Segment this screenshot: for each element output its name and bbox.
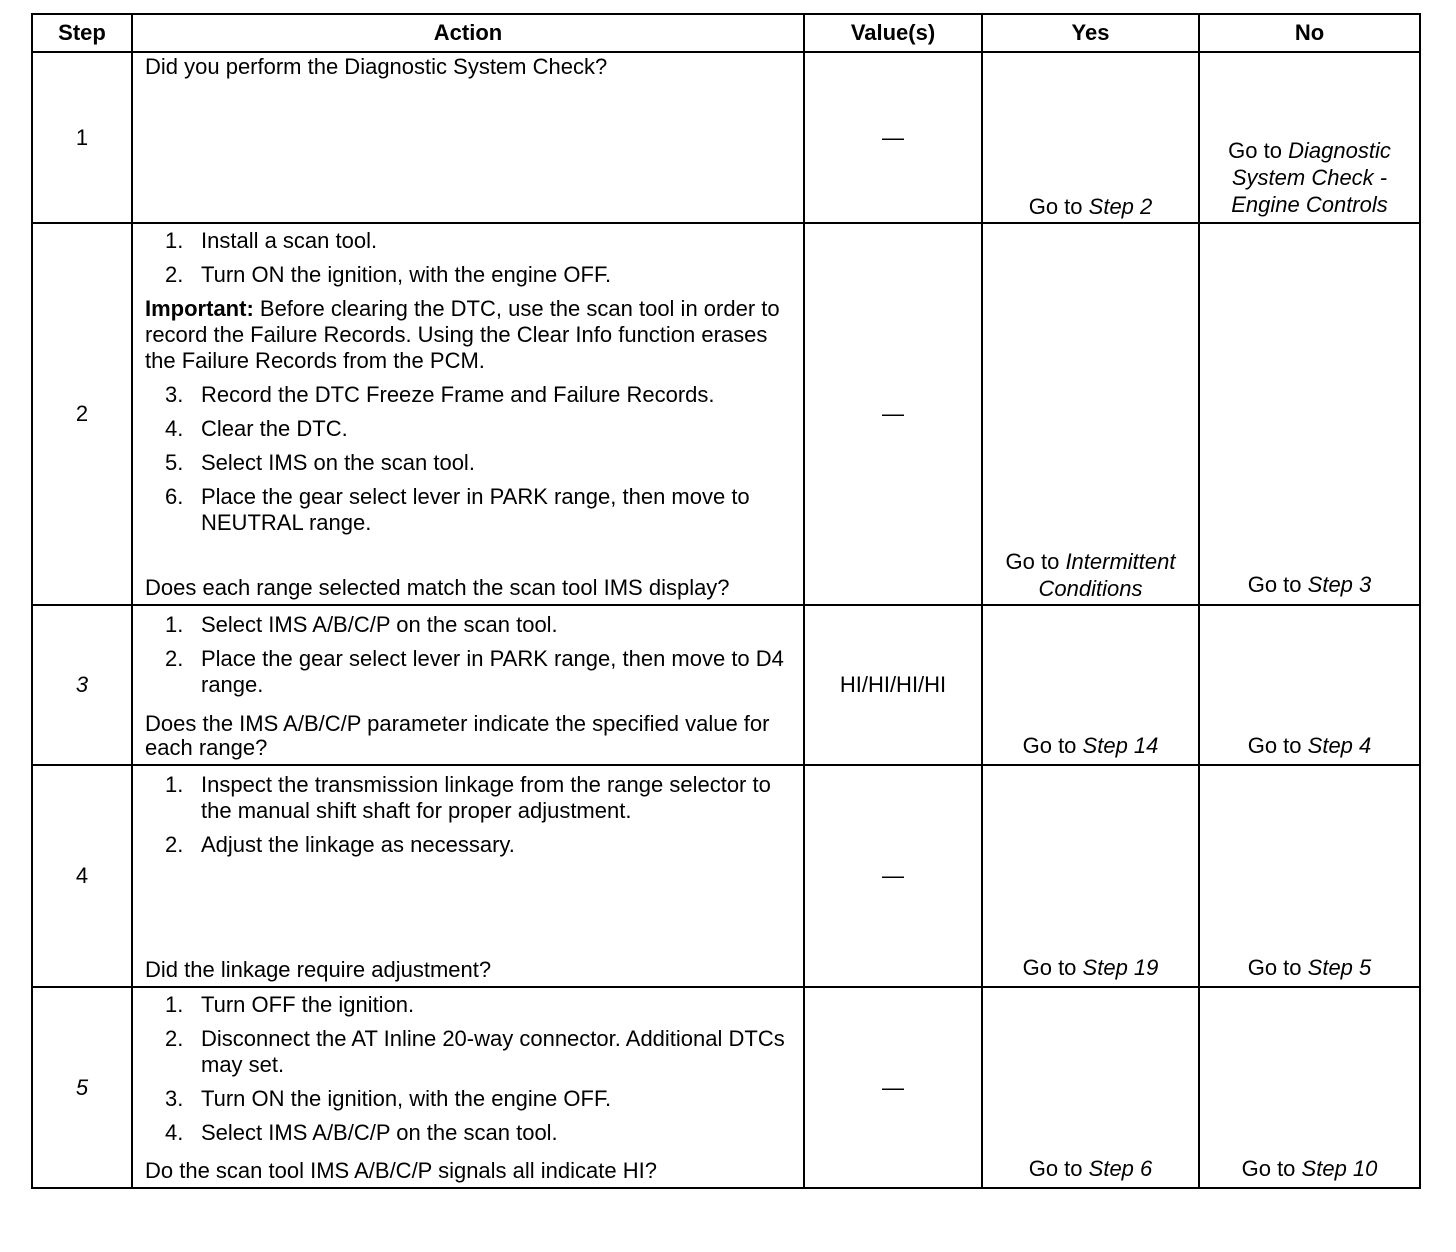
yes-cell[interactable] [982, 765, 1199, 987]
yes-prefix: Go to [1005, 549, 1060, 574]
value-cell: — [804, 765, 982, 987]
action-cell [132, 223, 804, 605]
no-cell[interactable] [1199, 605, 1420, 765]
header-action: Action [132, 14, 804, 52]
yes-prefix: Go to [1022, 733, 1077, 758]
no-prefix: Go to [1247, 572, 1302, 597]
no-prefix: Go to [1247, 955, 1302, 980]
no-prefix: Go to [1228, 138, 1282, 163]
header-step: Step [32, 14, 132, 52]
table-row [32, 765, 1420, 987]
yes-target-link[interactable]: Step 19 [1082, 955, 1159, 980]
yes-prefix: Go to [1022, 955, 1077, 980]
action-cell [132, 52, 804, 223]
action-question: Did the linkage require adjustment? [145, 957, 492, 982]
step-number: 3 [32, 605, 132, 765]
no-prefix: Go to [1247, 733, 1302, 758]
no-target-link[interactable]: Step 5 [1307, 955, 1372, 980]
yes-cell[interactable] [982, 605, 1199, 765]
step-number: 1 [32, 52, 132, 223]
header-row [32, 14, 1420, 52]
value-cell: — [804, 223, 982, 605]
yes-cell[interactable] [982, 52, 1199, 223]
yes-target-link[interactable]: Step 14 [1082, 733, 1159, 758]
no-cell[interactable] [1199, 765, 1420, 987]
no-target-link[interactable]: Diagnostic System Check - Engine Controls [1231, 138, 1391, 217]
header-values: Value(s) [804, 14, 982, 52]
action-cell [132, 765, 804, 987]
list-item: 2. Disconnect the AT Inline 20-way connector. Additional DTCs may set. [165, 1026, 785, 1077]
yes-target-link[interactable]: Step 6 [1088, 1156, 1153, 1181]
list-item: 1. Inspect the transmission linkage from the range selector to the manual shift shaft for proper adjustment. [165, 772, 771, 823]
yes-cell[interactable] [982, 987, 1199, 1188]
yes-target-link[interactable]: Intermittent Conditions [1038, 549, 1176, 601]
no-cell[interactable] [1199, 52, 1420, 223]
no-target-link[interactable]: Step 3 [1307, 572, 1372, 597]
table-row [32, 52, 1420, 223]
list-item: 2. Place the gear select lever in PARK range, then move to D4 range. [165, 646, 784, 697]
table-row [32, 223, 1420, 605]
diagnostic-table [31, 13, 1421, 1189]
action-question: Did you perform the Diagnostic System Check? [145, 54, 608, 79]
no-target-link[interactable]: Step 10 [1301, 1156, 1378, 1181]
list-item: 6. Place the gear select lever in PARK range, then move to NEUTRAL range. [165, 484, 750, 535]
list-item: 5. Select IMS on the scan tool. [165, 450, 475, 475]
yes-cell[interactable] [982, 223, 1199, 605]
value-cell: — [804, 52, 982, 223]
yes-prefix: Go to [1028, 194, 1083, 219]
table-row [32, 987, 1420, 1188]
step-number: 5 [32, 987, 132, 1188]
list-item: 1. Select IMS A/B/C/P on the scan tool. [165, 612, 558, 637]
list-item: 1. Install a scan tool. [165, 228, 378, 253]
list-item: 2. Adjust the linkage as necessary. [165, 832, 515, 857]
action-question: Does each range selected match the scan tool IMS display? [145, 575, 730, 600]
header-no: No [1199, 14, 1420, 52]
no-prefix: Go to [1241, 1156, 1296, 1181]
action-cell [132, 605, 804, 765]
list-item: 3. Turn ON the ignition, with the engine OFF. [165, 1086, 612, 1111]
value-cell: — [804, 987, 982, 1188]
no-cell[interactable] [1199, 987, 1420, 1188]
yes-target-link[interactable]: Step 2 [1088, 194, 1153, 219]
list-item: 2. Turn ON the ignition, with the engine OFF. [165, 262, 612, 287]
step-number: 2 [32, 223, 132, 605]
list-item: 4. Clear the DTC. [165, 416, 348, 441]
no-cell[interactable] [1199, 223, 1420, 605]
action-question: Does the IMS A/B/C/P parameter indicate the specified value for each range? [145, 711, 770, 760]
list-item: 1. Turn OFF the ignition. [165, 992, 415, 1017]
value-cell: HI/HI/HI/HI [804, 605, 982, 765]
table-row [32, 605, 1420, 765]
header-yes: Yes [982, 14, 1199, 52]
list-item: 4. Select IMS A/B/C/P on the scan tool. [165, 1120, 558, 1145]
step-number: 4 [32, 765, 132, 987]
list-item: 3. Record the DTC Freeze Frame and Failure Records. [165, 382, 715, 407]
yes-prefix: Go to [1028, 1156, 1083, 1181]
action-cell [132, 987, 804, 1188]
important-note: Important: Before clearing the DTC, use the scan tool in order to record the Failure Records. Using the Clear Info function erases the Failure Records from the PCM. [145, 296, 780, 373]
action-question: Do the scan tool IMS A/B/C/P signals all indicate HI? [145, 1158, 657, 1183]
no-target-link[interactable]: Step 4 [1307, 733, 1372, 758]
